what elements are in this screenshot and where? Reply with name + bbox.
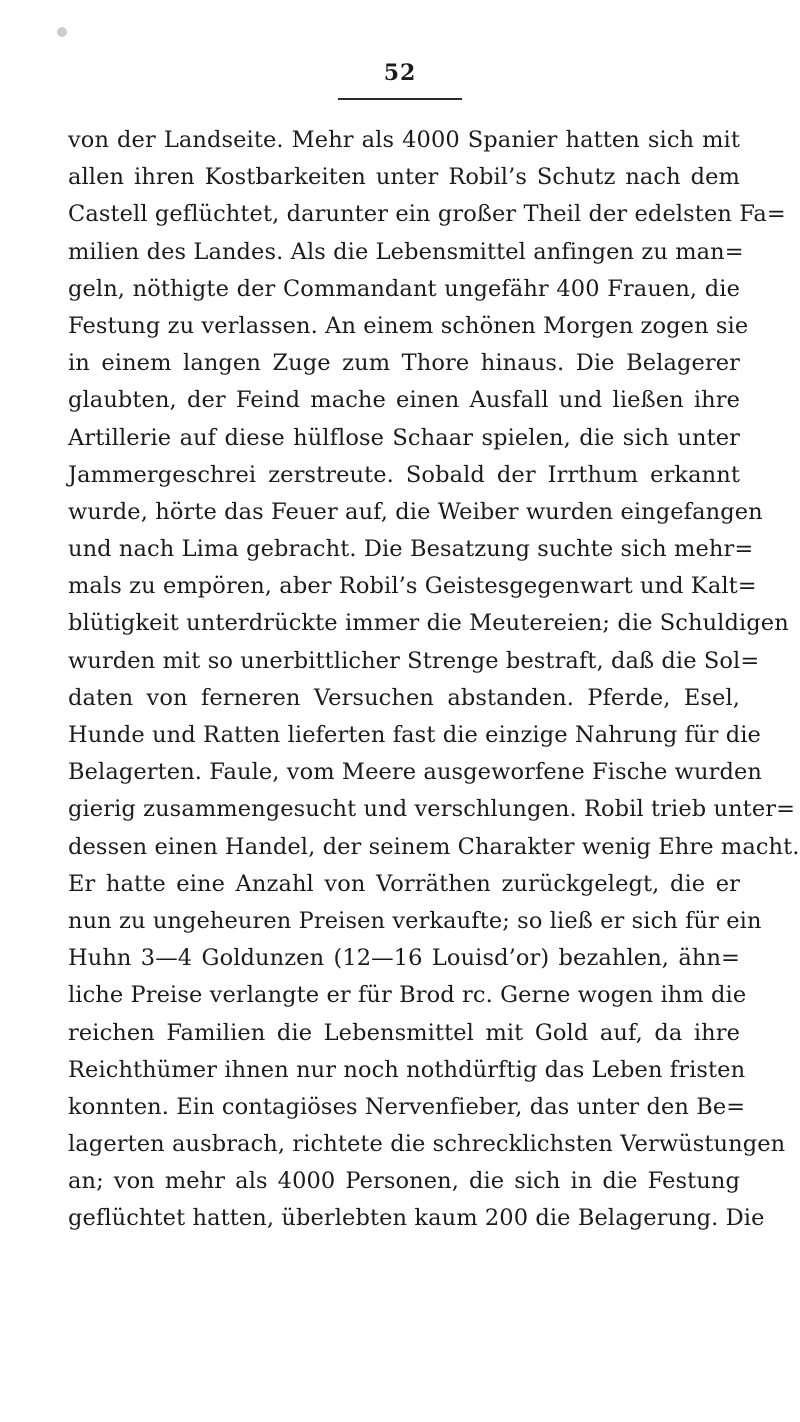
text-line: Reichthümer ihnen nur noch nothdürftig das Leben fristen bbox=[68, 1056, 746, 1083]
text-line: wurden mit so unerbittlicher Strenge bestraft, daß die Sol= bbox=[68, 647, 760, 674]
text-line: Castell geflüchtet, darunter ein großer Theil der edelsten Fa= bbox=[68, 201, 786, 228]
text-line: Artillerie auf diese hülflose Schaar spielen, die sich unter bbox=[68, 424, 740, 451]
text-line: lagerten ausbrach, richtete die schrecklichsten Verwüstungen bbox=[68, 1131, 786, 1158]
text-line: nun zu ungeheuren Preisen verkaufte; so ließ er sich für ein bbox=[68, 907, 762, 934]
text-line: blütigkeit unterdrückte immer die Meutereien; die Schuldigen bbox=[68, 610, 789, 637]
body-text bbox=[68, 122, 800, 1238]
text-line: geln, nöthigte der Commandant ungefähr 400 Frauen, die bbox=[68, 275, 740, 302]
text-line: reichen Familien die Lebensmittel mit Gold auf, da ihre bbox=[68, 1019, 740, 1046]
text-line: geflüchtet hatten, überlebten kaum 200 die Belagerung. Die bbox=[68, 1205, 765, 1232]
text-line: Hunde und Ratten lieferten fast die einzige Nahrung für die bbox=[68, 722, 761, 748]
text-line: glaubten, der Feind mache einen Ausfall und ließen ihre bbox=[68, 387, 740, 414]
page-number: 52 bbox=[383, 60, 417, 86]
text-line: Huhn 3—4 Goldunzen (12—16 Louisd’or) bezahlen, ähn= bbox=[68, 945, 740, 972]
text-line: allen ihren Kostbarkeiten unter Robil’s Schutz nach dem bbox=[68, 164, 740, 191]
text-line: gierig zusammengesucht und verschlungen. Robil trieb unter= bbox=[68, 796, 796, 823]
text-line: und nach Lima gebracht. Die Besatzung suchte sich mehr= bbox=[68, 536, 754, 563]
text-line: Belagerten. Faule, vom Meere ausgeworfene Fische wurden bbox=[68, 759, 762, 786]
text-line: Jammergeschrei zerstreute. Sobald der Irrthum erkannt bbox=[68, 461, 740, 488]
text-line: mals zu empören, aber Robil’s Geistesgegenwart und Kalt= bbox=[68, 573, 757, 600]
text-line: Er hatte eine Anzahl von Vorräthen zurückgelegt, die er bbox=[68, 870, 740, 897]
paper-speck bbox=[57, 27, 67, 37]
text-line: liche Preise verlangte er für Brod rc. Gerne wogen ihm die bbox=[68, 982, 747, 1009]
text-line: konnten. Ein contagiöses Nervenfieber, das unter den Be= bbox=[68, 1093, 746, 1120]
text-line: in einem langen Zuge zum Thore hinaus. Die Belagerer bbox=[68, 350, 740, 377]
page-number-rule bbox=[338, 98, 462, 100]
text-line: an; von mehr als 4000 Personen, die sich in die Festung bbox=[68, 1168, 740, 1195]
text-line: dessen einen Handel, der seinem Charakter wenig Ehre macht. bbox=[68, 833, 800, 860]
text-line: milien des Landes. Als die Lebensmittel anfingen zu man= bbox=[68, 238, 744, 265]
text-line: von der Landseite. Mehr als 4000 Spanier hatten sich mit bbox=[68, 127, 740, 153]
text-line: daten von ferneren Versuchen abstanden. Pferde, Esel, bbox=[68, 684, 740, 711]
text-line: Festung zu verlassen. An einem schönen Morgen zogen sie bbox=[68, 312, 749, 339]
text-line: wurde, hörte das Feuer auf, die Weiber wurden eingefangen bbox=[68, 498, 763, 525]
